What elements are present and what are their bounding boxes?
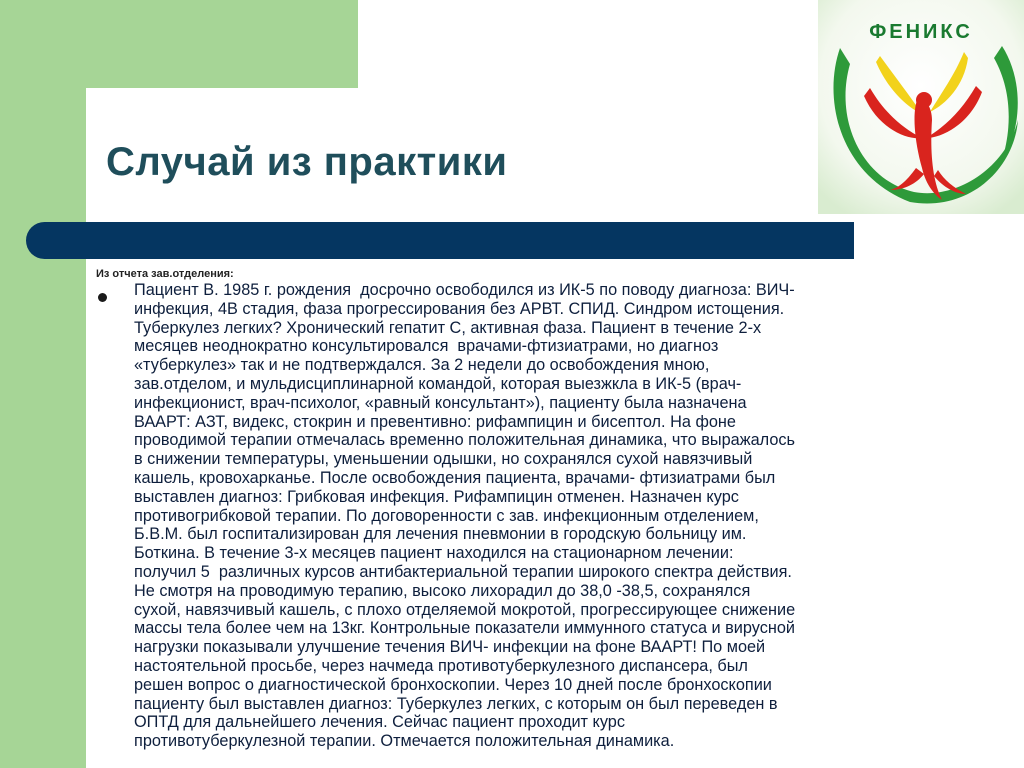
case-description [134,281,964,751]
body-line: выставлен диагноз: Грибковая инфекция. Рифампицин отменен. Назначен курс [134,487,739,506]
body-line: Б.В.М. был госпитализирован для лечения пневмонии в городскую больницу им. [134,525,747,544]
bullet-icon [98,293,107,302]
logo-text: ФЕНИКС [869,21,973,43]
body-line: получил 5 различных курсов антибактериальной терапии широкого спектра действия. [134,562,792,581]
source-label: Из отчета зав.отделения: [96,268,234,280]
feniks-logo [818,0,1024,214]
body-line: в снижении температуры, уменьшении одышки, но сохранялся сухой навязчивый [134,450,753,469]
body-line: решен вопрос о диагностической бронхоскопии. Через 10 дней после бронхоскопии [134,675,772,694]
body-line: инфекция, 4В стадия, фаза прогрессирования без АРВТ. СПИД. Синдром истощения. [134,299,785,318]
body-line: массы тела более чем на 13кг. Контрольные показатели иммунного статуса и вирусной [134,619,796,638]
frame-left-band [0,0,86,768]
body-line: пациенту был выставлен диагноз: Туберкулез легких, с которым он был переведен в [134,694,778,713]
body-line: «туберкулез» так и не подтверждался. За 2 недели до освобождения мною, [134,356,710,375]
body-line: месяцев неоднократно консультировался врачами-фтизиатрами, но диагноз [134,337,719,356]
body-line: Боткина. В течение 3-х месяцев пациент находился на стационарном лечении: [134,544,734,563]
body-line: кашель, кровохарканье. После освобождения пациента, врачами- фтизиатрами был [134,468,776,487]
body-line: противотуберкулезной терапии. Отмечается положительная динамика. [134,732,675,751]
body-line: зав.отделом, и мульдисциплинарной командой, которая выезжкла в ИК-5 (врач- [134,374,742,393]
body-line: Пациент В. 1985 г. рождения досрочно освободился из ИК-5 по поводу диагноза: ВИЧ- [134,281,795,299]
body-line: нагрузки показывали улучшение течения ВИЧ- инфекции на фоне ВААРТ! По моей [134,638,766,657]
body-line: инфекционист, врач-психолог, «равный консультант»), пациенту была назначена [134,393,747,412]
body-line: настоятельной просьбе, через начмеда противотуберкулезного диспансера, был [134,656,748,675]
body-line: Не смотря на проводимую терапию, высоко лихорадил до 38,0 -38,5, сохранялся [134,581,751,600]
title-underline-bar [26,222,854,259]
body-line: проводимой терапии отмечалась временно положительная динамика, что выражалось [134,431,796,450]
body-line: ВААРТ: АЗТ, видекс, стокрин и превентивно: рифампицин и бисептол. На фоне [134,412,736,431]
body-line: ОПТД для дальнейшего лечения. Сейчас пациент проходит курс [134,713,625,732]
frame-top-band [0,0,358,88]
body-line: противогрибковой терапии. По договоренности с зав. инфекционным отделением, [134,506,759,525]
body-line: сухой, навязчивый кашель, с плохо отделяемой мокротой, прогрессирующее снижение [134,600,796,619]
body-line: Туберкулез легких? Хронический гепатит С, активная фаза. Пациент в течение 2-х [134,318,762,337]
slide-title: Случай из практики [106,140,508,184]
